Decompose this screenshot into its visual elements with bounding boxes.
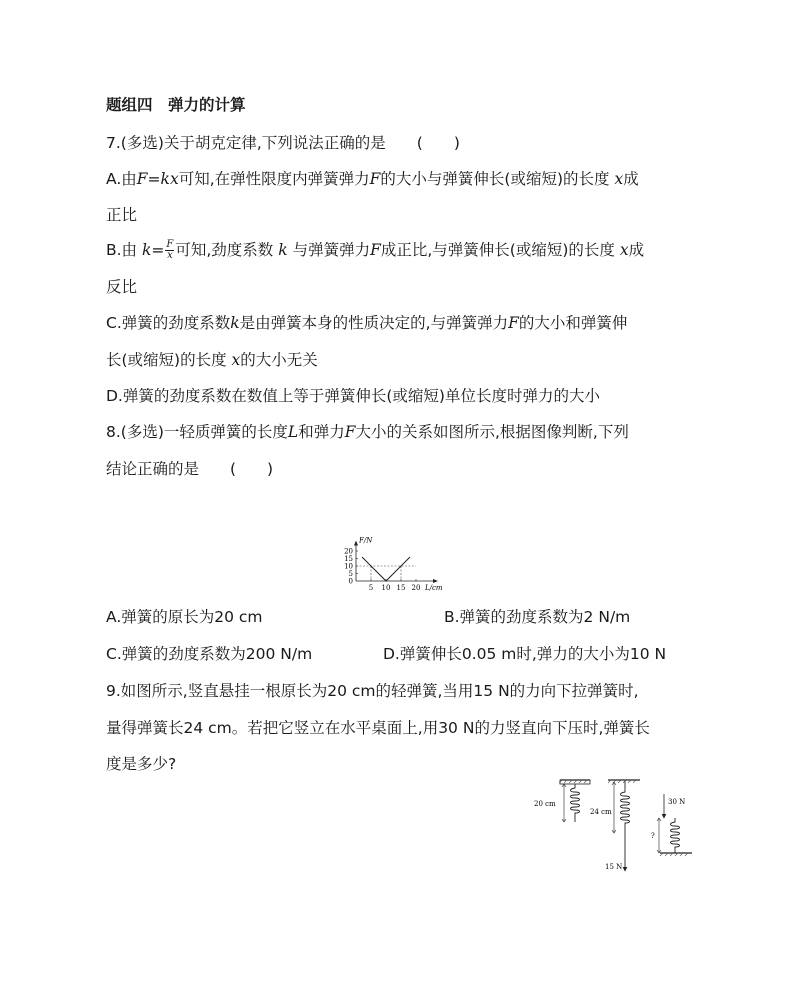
x-tick-label: 20 xyxy=(411,584,421,592)
x-axis-arrow xyxy=(433,579,438,583)
q9-line-3: 度是多少? xyxy=(106,755,177,773)
fraction-F-over-x: $\frac{F}{x}$ xyxy=(166,239,174,261)
x-tick-label: 15 xyxy=(396,584,406,592)
q8-option-b: B.弹簧的劲度系数为2 N/m xyxy=(444,608,631,626)
q9-line-1: 9.如图所示,竖直悬挂一根原长为20 cm的轻弹簧,当用15 N的力向下拉弹簧时, xyxy=(106,682,639,700)
y-tick-label: 5 xyxy=(348,570,353,578)
label-24cm: 24 cm xyxy=(590,808,612,816)
y-tick-label: 15 xyxy=(344,555,353,563)
label-15N: 15 N xyxy=(605,863,623,871)
q8-option-c: C.弹簧的劲度系数为200 N/m xyxy=(106,645,313,663)
q8-option-a: A.弹簧的原长为20 cm xyxy=(106,608,263,626)
y-axis-arrow xyxy=(354,541,358,546)
q7-option-c-cont: 长(或缩短)的长度 x的大小无关 xyxy=(106,351,318,369)
q7-option-d: D.弹簧的劲度系数在数值上等于弹簧伸长(或缩短)单位长度时弹力的大小 xyxy=(106,387,600,405)
y-tick-label: 20 xyxy=(344,547,353,556)
spring-force-length-chart xyxy=(330,490,460,600)
label-unknown-length: ? xyxy=(651,832,655,840)
q8-option-d: D.弹簧伸长0.05 m时,弹力的大小为10 N xyxy=(383,645,667,663)
q7-stem: 7.(多选)关于胡克定律,下列说法正确的是 ( ) xyxy=(106,134,460,152)
y-axis-label: F/N xyxy=(359,536,373,545)
q7-option-a-cont: 正比 xyxy=(106,206,138,224)
q8-stem: 8.(多选)一轻质弹簧的长度L和弹力F大小的关系如图所示,根据图像判断,下列 xyxy=(106,423,629,441)
q8-stem-cont: 结论正确的是 ( ) xyxy=(106,460,274,478)
q7-option-b: B.由 k= $\frac{F}{x}$ 可知,劲度系数 k 与弹簧弹力F成正比,与弹簧伸长(或缩短)的长度 x成 xyxy=(106,239,645,261)
spring-compressed xyxy=(651,794,692,856)
x-axis-label: L/cm xyxy=(425,584,443,592)
x-tick-label: 10 xyxy=(381,584,391,592)
series-line xyxy=(362,557,410,581)
q7-option-c: C.弹簧的劲度系数k是由弹簧本身的性质决定的,与弹簧弹力F的大小和弹簧伸 xyxy=(106,314,628,332)
spring-hanging-loaded xyxy=(590,780,640,871)
label-30N: 30 N xyxy=(668,798,686,806)
q9-line-2: 量得弹簧长24 cm。若把它竖立在水平桌面上,用30 N的力竖直向下压时,弹簧长 xyxy=(106,719,650,737)
y-tick-label: 10 xyxy=(344,562,353,571)
q7-option-b-cont: 反比 xyxy=(106,278,138,296)
label-20cm: 20 cm xyxy=(534,800,556,808)
spring-figure xyxy=(530,778,700,878)
x-tick-label: 5 xyxy=(368,584,374,592)
q7-option-a: A.由F=kx可知,在弹性限度内弹簧弹力F的大小与弹簧伸长(或缩短)的长度 x成 xyxy=(106,170,639,188)
section-title: 题组四 弹力的计算 xyxy=(106,96,246,114)
y-tick-label: 0 xyxy=(348,577,353,586)
spring-hanging-unloaded xyxy=(534,780,590,822)
